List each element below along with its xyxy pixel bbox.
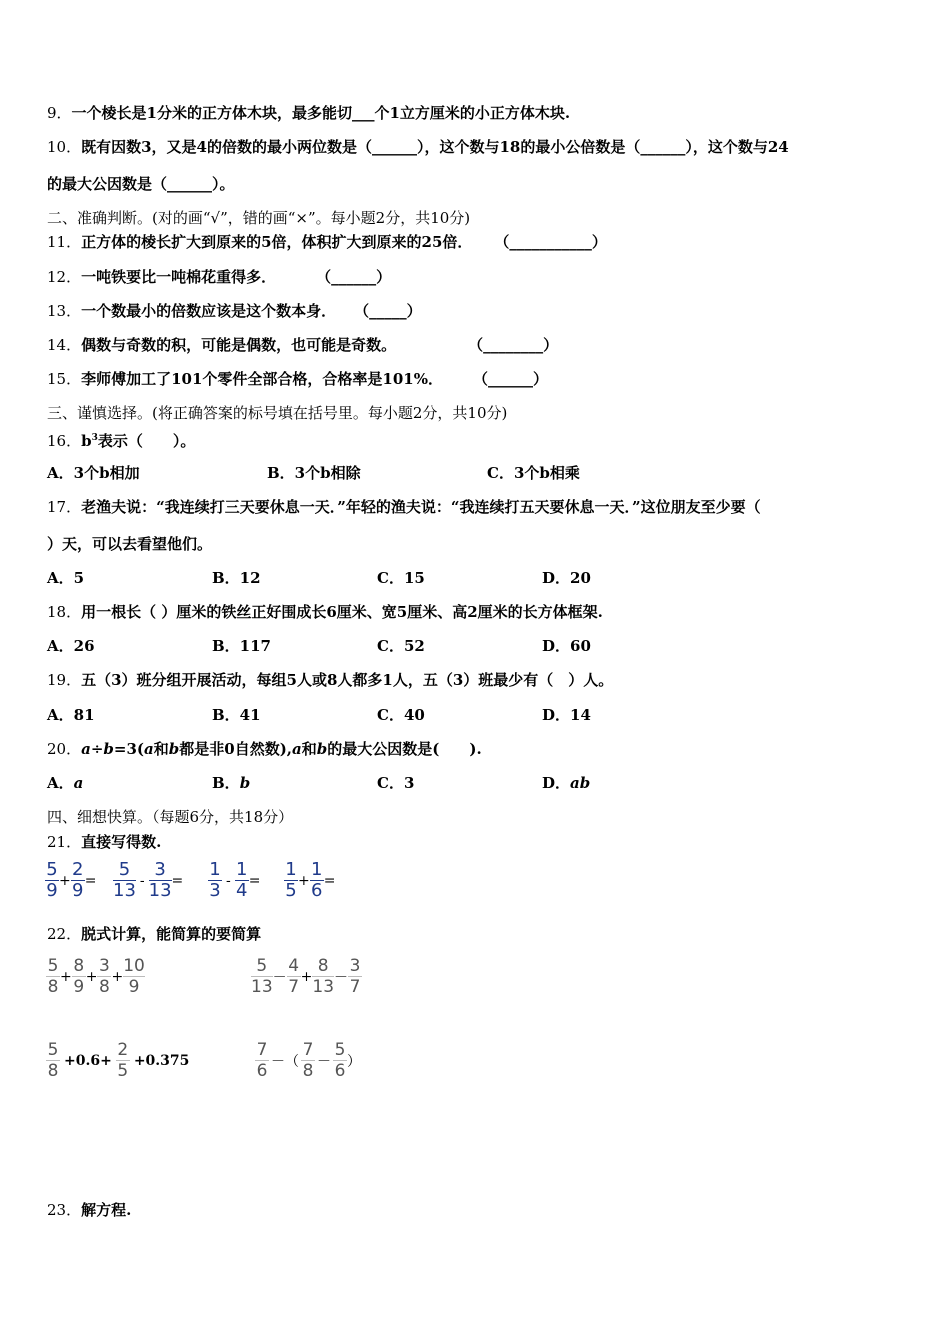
- question-number: 16．: [47, 432, 82, 450]
- option-b[interactable]: B．3个b相除: [267, 464, 361, 482]
- option-a[interactable]: A．26: [47, 637, 95, 655]
- and-text: 和: [301, 740, 317, 758]
- equals: =: [84, 872, 97, 889]
- condition-text: 都是非0自然数),: [179, 740, 293, 758]
- question-text: 李师傅加工了101个零件全部合格，合格率是101%．: [81, 370, 443, 388]
- question-20: [47, 739, 482, 759]
- var-b: b: [168, 740, 180, 758]
- fraction: $\frac{10}{9}$: [123, 956, 145, 997]
- question-number: 12．: [47, 268, 82, 286]
- fraction: $\frac{4}{7}$: [288, 956, 300, 997]
- question-number: 18．: [47, 603, 82, 621]
- fraction: $\frac{5}{13}$: [113, 859, 136, 901]
- option-d[interactable]: [542, 773, 590, 793]
- question-number: 14．: [47, 336, 82, 354]
- option-b[interactable]: B．12: [212, 569, 261, 587]
- fraction: $\frac{5}{13}$: [251, 956, 273, 997]
- operator: +: [59, 872, 71, 889]
- question-text: 一个数最小的倍数应该是这个数本身．: [81, 302, 337, 320]
- fraction: $\frac{5}{8}$: [47, 1040, 59, 1081]
- option-c[interactable]: C．3个b相乘: [487, 464, 580, 482]
- question-22: [47, 924, 261, 944]
- var-b: b: [103, 740, 114, 758]
- option-a[interactable]: A．3个b相加: [47, 464, 140, 482]
- question-text: 一吨铁要比一吨棉花重得多．: [81, 268, 277, 286]
- question-number: 13．: [47, 302, 82, 320]
- and-text: 和: [153, 740, 169, 758]
- option-label: B．: [212, 774, 240, 792]
- question-text: 用一根长（ ）厘米的铁丝正好围成长6厘米、宽5厘米、高2厘米的长方体框架.: [81, 603, 603, 621]
- question-text: 脱式计算，能简算的要简算: [81, 925, 262, 943]
- answer-blank[interactable]: （________）: [468, 336, 559, 354]
- fraction: $\frac{2}{5}$: [117, 1040, 129, 1081]
- option-c[interactable]: C．15: [377, 569, 425, 587]
- calc-expression-2: [251, 956, 362, 997]
- expression-4: [284, 860, 335, 901]
- operator: -: [139, 872, 145, 889]
- question-text: 表示（ ）。: [97, 432, 196, 450]
- question-10-line1: [47, 137, 789, 157]
- question-12: [47, 267, 391, 287]
- operator: －: [272, 969, 287, 986]
- var-a: a: [144, 740, 154, 758]
- question-text: 一个棱长是1分米的正方体木块，最多能切___个1立方厘米的小正方体木块.: [71, 104, 571, 122]
- option-b[interactable]: B．41: [212, 706, 261, 724]
- var-b: b: [316, 740, 328, 758]
- fraction: $\frac{7}{8}$: [302, 1040, 314, 1081]
- question-text: 老渔夫说：“我连续打三天要休息一天．”年轻的渔夫说：“我连续打五天要休息一天．”这位朋友至少要（: [81, 498, 761, 516]
- operator: +: [111, 968, 124, 985]
- option-a[interactable]: A．81: [47, 706, 95, 724]
- question-11: [47, 232, 607, 252]
- operator: +: [300, 968, 313, 985]
- fraction: $\frac{3}{13}$: [148, 859, 172, 901]
- equals: =: [323, 872, 336, 889]
- option-label: A．: [47, 774, 74, 792]
- answer-blank[interactable]: （_____）: [354, 302, 422, 320]
- expression-3: [208, 860, 260, 901]
- operator: -: [226, 872, 231, 889]
- question-21: [47, 832, 161, 852]
- operator: +: [85, 968, 98, 985]
- option-c[interactable]: C．52: [377, 637, 425, 655]
- question-14: [47, 335, 558, 355]
- question-number: 10．: [47, 138, 82, 156]
- question-text: 解方程.: [81, 1201, 132, 1219]
- calc-expression-3: [46, 1040, 189, 1081]
- question-number: 19．: [47, 671, 82, 689]
- section-3-heading: 三、谨慎选择。(将正确答案的标号填在括号里。每小题2分，共10分): [47, 404, 508, 422]
- equals-text: =3(: [113, 740, 145, 758]
- option-c[interactable]: [377, 773, 414, 793]
- b-variable: b: [81, 432, 92, 450]
- question-13: [47, 301, 422, 321]
- question-15: [47, 369, 548, 389]
- question-number: 15．: [47, 370, 82, 388]
- question-number: 21．: [47, 833, 82, 851]
- question-16: [47, 428, 195, 451]
- option-d[interactable]: D．14: [542, 706, 591, 724]
- operator: +0.375: [133, 1052, 190, 1069]
- expression-1: [45, 860, 96, 901]
- fraction: $\frac{3}{7}$: [349, 956, 361, 997]
- fraction: $\frac{1}{3}$: [209, 859, 221, 901]
- expression-2: [113, 860, 183, 901]
- answer-blank[interactable]: （___________）: [494, 233, 607, 251]
- option-value: b: [239, 774, 251, 792]
- fraction: $\frac{8}{13}$: [312, 956, 335, 997]
- question-9: [47, 103, 570, 123]
- fraction: $\frac{1}{6}$: [311, 859, 323, 901]
- equals: =: [171, 872, 184, 889]
- question-18: [47, 602, 603, 622]
- option-d[interactable]: D．60: [542, 637, 591, 655]
- calc-expression-1: [46, 956, 145, 997]
- fraction: $\frac{7}{6}$: [256, 1040, 268, 1081]
- question-19: [47, 670, 613, 690]
- question-number: 22．: [47, 925, 82, 943]
- option-label: D．: [542, 774, 571, 792]
- exponent: 3: [91, 433, 98, 443]
- question-text: 的最大公因数是( ).: [327, 740, 482, 758]
- answer-blank[interactable]: （______）: [472, 370, 548, 388]
- question-23: [47, 1200, 131, 1220]
- answer-blank[interactable]: （______）: [316, 268, 392, 286]
- fraction: $\frac{8}{9}$: [73, 956, 85, 997]
- question-number: 9．: [47, 104, 72, 122]
- question-number: 17．: [47, 498, 82, 516]
- question-17-line2: ）天，可以去看望他们。: [47, 535, 213, 553]
- operator: ）: [347, 1053, 361, 1070]
- fraction: $\frac{5}{8}$: [47, 956, 59, 997]
- option-a[interactable]: [47, 773, 83, 793]
- option-value: a: [73, 774, 84, 792]
- option-b[interactable]: B．117: [212, 637, 271, 655]
- operator: +: [298, 872, 310, 889]
- equals: =: [248, 872, 261, 889]
- question-text: 偶数与奇数的积，可能是偶数，也可能是奇数。: [81, 336, 397, 354]
- fraction: $\frac{5}{9}$: [46, 859, 58, 901]
- var-a: a: [292, 740, 302, 758]
- question-text: 直接写得数.: [81, 833, 162, 851]
- option-d[interactable]: D．20: [542, 569, 591, 587]
- operator: －（: [271, 1053, 299, 1070]
- operator: +0.6+: [64, 1052, 112, 1069]
- question-number: 11．: [47, 233, 82, 251]
- section-4-heading: 四、细想快算。（每题6分，共18分）: [47, 808, 294, 826]
- var-a: a: [81, 740, 91, 758]
- calc-expression-4: [255, 1040, 361, 1081]
- operator: －: [334, 969, 349, 986]
- question-text: 五（3）班分组开展活动，每组5人或8人都多1人，五（3）班最少有（ ）人。: [81, 671, 614, 689]
- section-2-heading: 二、准确判断。(对的画“√”，错的画“×”。每小题2分，共10分): [47, 209, 471, 227]
- question-text: 正方体的棱长扩大到原来的5倍，体积扩大到原来的25倍．: [81, 233, 473, 251]
- option-value: ab: [570, 774, 591, 792]
- question-text: 既有因数3，又是4的倍数的最小两位数是（______），这个数与18的最小公倍数是（______），这个数与24: [81, 138, 789, 156]
- fraction: $\frac{1}{5}$: [285, 859, 297, 901]
- fraction: $\frac{2}{9}$: [72, 859, 84, 901]
- option-b[interactable]: [212, 773, 250, 793]
- option-a[interactable]: A．5: [47, 569, 85, 587]
- option-value: 3: [403, 774, 415, 792]
- fraction: $\frac{3}{8}$: [99, 956, 110, 997]
- operator: +: [60, 968, 72, 985]
- question-number: 20．: [47, 740, 82, 758]
- question-number: 23．: [47, 1201, 82, 1219]
- option-c[interactable]: C．40: [377, 706, 425, 724]
- div-sign: ÷: [90, 740, 104, 758]
- fraction: $\frac{1}{4}$: [236, 859, 248, 901]
- question-17-line1: [47, 497, 761, 517]
- fraction: $\frac{5}{6}$: [334, 1040, 346, 1081]
- question-10-line2: 的最大公因数是（______）。: [47, 175, 235, 193]
- option-label: C．: [377, 774, 404, 792]
- operator: －: [317, 1053, 331, 1070]
